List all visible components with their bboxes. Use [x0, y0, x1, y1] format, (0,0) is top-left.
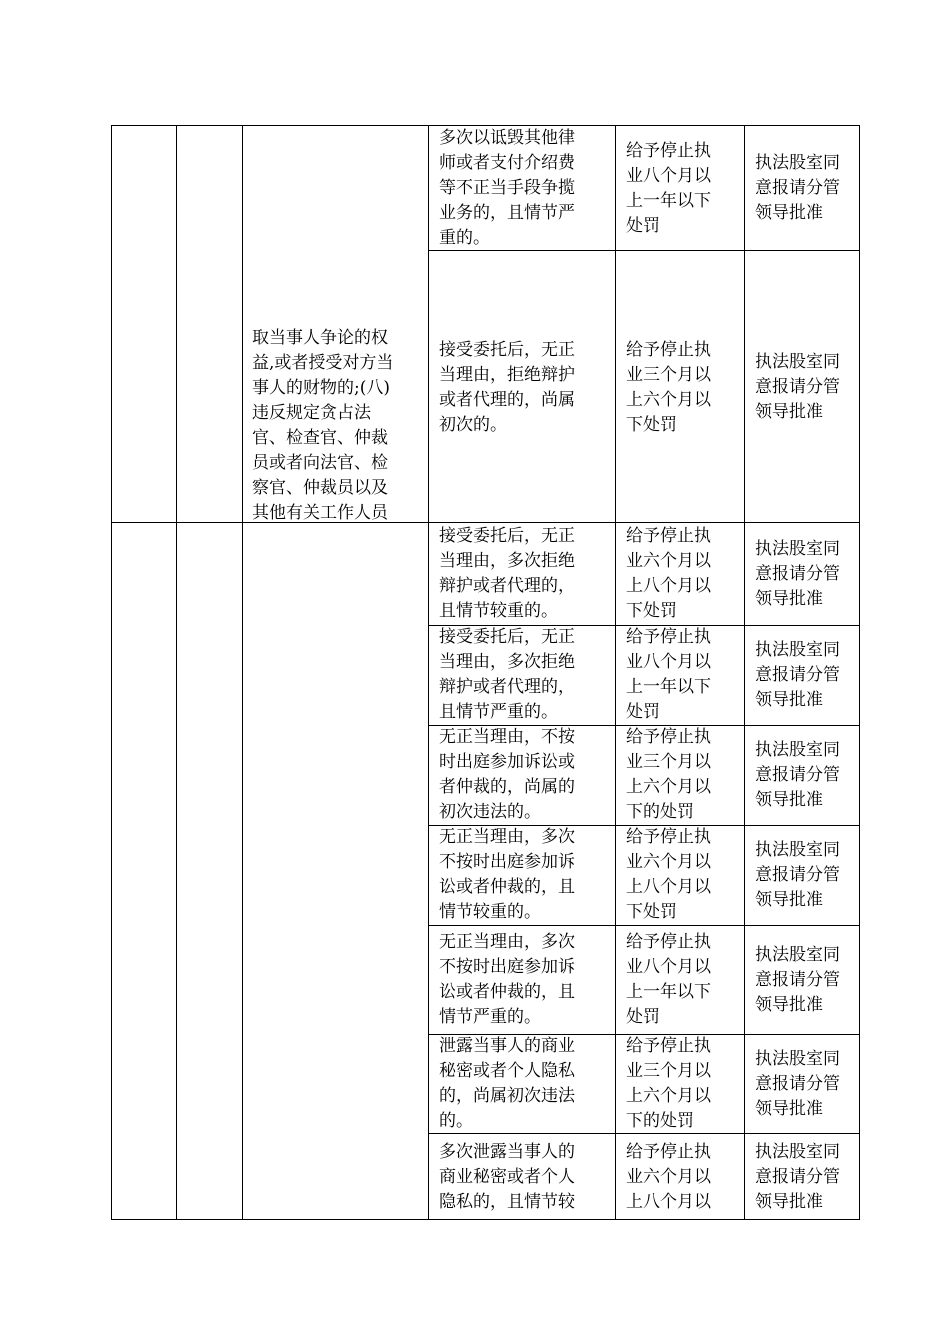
- violation-cell: 无正当理由，不按 时出庭参加诉讼或 者仲裁的，尚属的 初次违法的。: [439, 727, 575, 822]
- table-row-divider: [428, 925, 860, 926]
- approval-cell: 执法股室同 意报请分管 领导批准: [755, 945, 840, 1015]
- penalty-cell: 给予停止执 业八个月以 上一年以下 处罚: [626, 627, 711, 722]
- violation-cell: 泄露当事人的商业 秘密或者个人隐私 的，尚属初次违法 的。: [439, 1036, 575, 1131]
- table-section-divider: [111, 522, 860, 523]
- approval-cell: 执法股室同 意报请分管 领导批准: [755, 1142, 840, 1212]
- approval-cell: 执法股室同 意报请分管 领导批准: [755, 352, 840, 422]
- violation-cell: 多次泄露当事人的 商业秘密或者个人 隐私的，且情节较: [439, 1142, 575, 1212]
- approval-cell: 执法股室同 意报请分管 领导批准: [755, 840, 840, 910]
- violation-cell: 无正当理由，多次 不按时出庭参加诉 讼或者仲裁的，且 情节严重的。: [439, 932, 575, 1027]
- table-border-left: [111, 125, 112, 1220]
- penalty-cell: 给予停止执 业八个月以 上一年以下 处罚: [626, 141, 711, 236]
- table-border-right: [859, 125, 860, 1220]
- penalty-cell: 给予停止执 业六个月以 上八个月以 下处罚: [626, 526, 711, 621]
- penalty-cell: 给予停止执 业三个月以 上六个月以 下的处罚: [626, 727, 711, 822]
- approval-cell: 执法股室同 意报请分管 领导批准: [755, 740, 840, 810]
- penalty-cell: 给予停止执 业三个月以 上六个月以 下处罚: [626, 340, 711, 435]
- approval-cell: 执法股室同 意报请分管 领导批准: [755, 640, 840, 710]
- penalty-cell: 给予停止执 业三个月以 上六个月以 下的处罚: [626, 1036, 711, 1131]
- table-col-divider: [428, 125, 429, 1220]
- violation-cell: 接受委托后，无正 当理由，多次拒绝 辩护或者代理的， 且情节严重的。: [439, 627, 575, 722]
- violation-cell: 接受委托后，无正 当理由，多次拒绝 辩护或者代理的， 且情节较重的。: [439, 526, 575, 621]
- penalty-cell: 给予停止执 业六个月以 上八个月以: [626, 1142, 711, 1212]
- violation-cell: 多次以诋毁其他律 师或者支付介绍费 等不正当手段争揽 业务的，且情节严 重的。: [439, 128, 575, 248]
- table-col-divider: [242, 125, 243, 1220]
- table-border-bottom: [111, 1219, 860, 1220]
- violation-cell: 接受委托后，无正 当理由，拒绝辩护 或者代理的，尚属 初次的。: [439, 340, 575, 435]
- approval-cell: 执法股室同 意报请分管 领导批准: [755, 539, 840, 609]
- table-col-divider: [615, 125, 616, 1220]
- approval-cell: 执法股室同 意报请分管 领导批准: [755, 153, 840, 223]
- violation-cell: 无正当理由，多次 不按时出庭参加诉 讼或者仲裁的，且 情节较重的。: [439, 827, 575, 922]
- violation-category-text: 取当事人争论的权 益,或者授受对方当 事人的财物的;(八) 违反规定贪占法 官、检查官、仲裁 员或者向法官、检 察官、仲裁员以及 其他有关工作人员: [252, 328, 394, 523]
- penalty-cell: 给予停止执 业八个月以 上一年以下 处罚: [626, 932, 711, 1027]
- approval-cell: 执法股室同 意报请分管 领导批准: [755, 1049, 840, 1119]
- table-col-divider: [744, 125, 745, 1220]
- table-col-divider: [176, 125, 177, 1220]
- penalty-cell: 给予停止执 业六个月以 上八个月以 下处罚: [626, 827, 711, 922]
